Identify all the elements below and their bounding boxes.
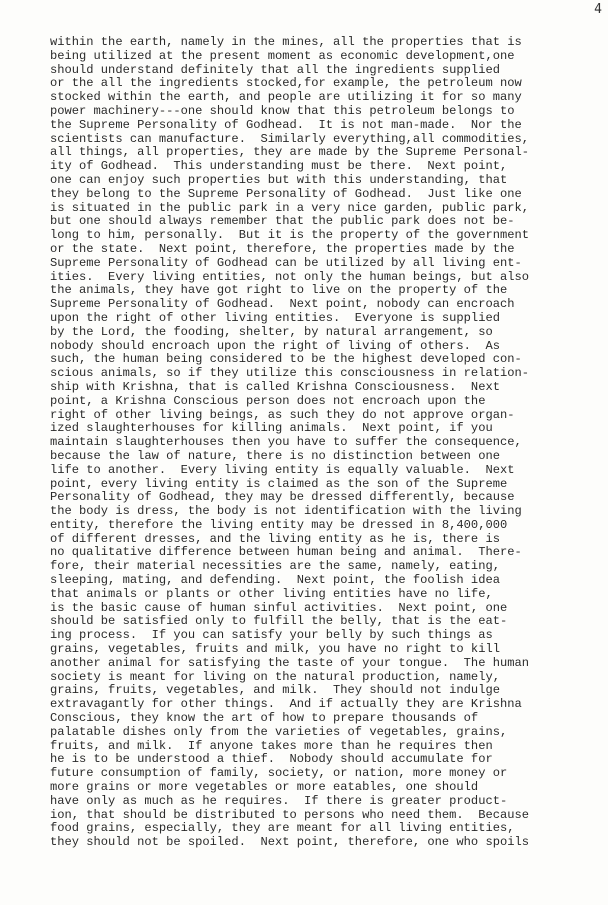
text-line: is the basic cause of human sinful activities. Next point, one: [50, 600, 508, 615]
text-line: all things, all properties, they are made by the Supreme Personal-: [50, 145, 529, 160]
text-line: food grains, especially, they are meant for all living entities,: [50, 821, 515, 836]
text-line: point, every living entity is claimed as the son of the Supreme: [50, 476, 508, 491]
text-line: scientists can manufacture. Similarly everything,all commodities,: [50, 131, 529, 146]
body-text: [50, 36, 590, 850]
text-line: because the law of nature, there is no distinction between one: [50, 448, 500, 463]
text-line: upon the right of other living entities. Everyone is supplied: [50, 310, 500, 325]
text-line: should be satisfied only to fulfill the belly, that is the eat-: [50, 614, 508, 629]
text-line: Supreme Personality of Godhead can be utilized by all living ent-: [50, 255, 522, 270]
text-line: future consumption of family, society, or nation, more money or: [50, 766, 508, 781]
text-line: or the state. Next point, therefore, the properties made by the: [50, 241, 515, 256]
text-line: the Supreme Personality of Godhead. It is not man-made. Nor the: [50, 117, 522, 132]
text-line: more grains or more vegetables or more eatables, one should: [50, 780, 479, 795]
text-line: ship with Krishna, that is called Krishna Consciousness. Next: [50, 379, 500, 394]
text-line: Conscious, they know the art of how to prepare thousands of: [50, 711, 479, 726]
text-line: nobody should encroach upon the right of living of others. As: [50, 338, 500, 353]
text-line: being utilized at the present moment as economic development,one: [50, 48, 515, 63]
text-line: grains, fruits, vegetables, and milk. They should not indulge: [50, 683, 500, 698]
text-line: of different dresses, and the living entity as he is, there is: [50, 531, 500, 546]
text-line: have only as much as he requires. If there is greater product-: [50, 793, 508, 808]
text-line: society is meant for living on the natural production, namely,: [50, 669, 500, 684]
text-line: they should not be spoiled. Next point, therefore, one who spoils: [50, 835, 529, 850]
text-line: fore, their material necessities are the same, namely, eating,: [50, 559, 500, 574]
text-line: life to another. Every living entity is equally valuable. Next: [50, 462, 515, 477]
text-line: power machinery---one should know that this petroleum belongs to: [50, 103, 515, 118]
text-line: Supreme Personality of Godhead. Next point, nobody can encroach: [50, 297, 515, 312]
text-line: grains, vegetables, fruits and milk, you have no right to kill: [50, 642, 500, 657]
text-line: another animal for satisfying the taste of your tongue. The human: [50, 655, 529, 670]
text-line: maintain slaughterhouses then you have to suffer the consequence,: [50, 435, 522, 450]
text-line: sleeping, mating, and defending. Next point, the foolish idea: [50, 573, 500, 588]
text-line: stocked within the earth, and people are utilizing it for so many: [50, 90, 522, 105]
text-line: entity, therefore the living entity may be dressed in 8,400,000: [50, 517, 508, 532]
text-line: within the earth, namely in the mines, all the properties that is: [50, 35, 522, 49]
text-line: by the Lord, the fooding, shelter, by natural arrangement, so: [50, 324, 493, 339]
text-line: such, the human being considered to be the highest developed con-: [50, 352, 522, 367]
text-line: should understand definitely that all the ingredients supplied: [50, 62, 500, 77]
text-line: ion, that should be distributed to persons who need them. Because: [50, 807, 529, 822]
text-line: they belong to the Supreme Personality of Godhead. Just like one: [50, 186, 522, 201]
text-line: Personality of Godhead, they may be dressed differently, because: [50, 490, 515, 505]
text-line: ities. Every living entities, not only the human beings, but also: [50, 269, 529, 284]
text-line: long to him, personally. But it is the property of the government: [50, 228, 529, 243]
text-line: he is to be understood a thief. Nobody should accumulate for: [50, 752, 493, 767]
text-line: fruits, and milk. If anyone takes more than he requires then: [50, 738, 493, 753]
text-line: or the all the ingredients stocked,for example, the petroleum now: [50, 76, 522, 91]
text-line: no qualitative difference between human being and animal. There-: [50, 545, 522, 560]
text-line: point, a Krishna Conscious person does not encroach upon the: [50, 393, 486, 408]
text-line: the animals, they have got right to live on the property of the: [50, 283, 508, 298]
text-line: palatable dishes only from the varieties of vegetables, grains,: [50, 724, 508, 739]
text-line: but one should always remember that the public park does not be-: [50, 214, 515, 229]
text-line: scious animals, so if they utilize this consciousness in relation-: [50, 366, 529, 381]
text-line: the body is dress, the body is not identification with the living: [50, 504, 522, 519]
text-line: one can enjoy such properties but with this understanding, that: [50, 172, 508, 187]
text-line: that animals or plants or other living entities have no life,: [50, 586, 493, 601]
text-line: extravagantly for other things. And if actually they are Krishna: [50, 697, 522, 712]
text-line: right of other living beings, as such they do not approve organ-: [50, 407, 515, 422]
page-number: 4: [594, 2, 602, 17]
text-line: ing process. If you can satisfy your belly by such things as: [50, 628, 493, 643]
text-line: is situated in the public park in a very nice garden, public park,: [50, 200, 529, 215]
text-line: ized slaughterhouses for killing animals. Next point, if you: [50, 421, 493, 436]
text-line: ity of Godhead. This understanding must be there. Next point,: [50, 159, 508, 174]
